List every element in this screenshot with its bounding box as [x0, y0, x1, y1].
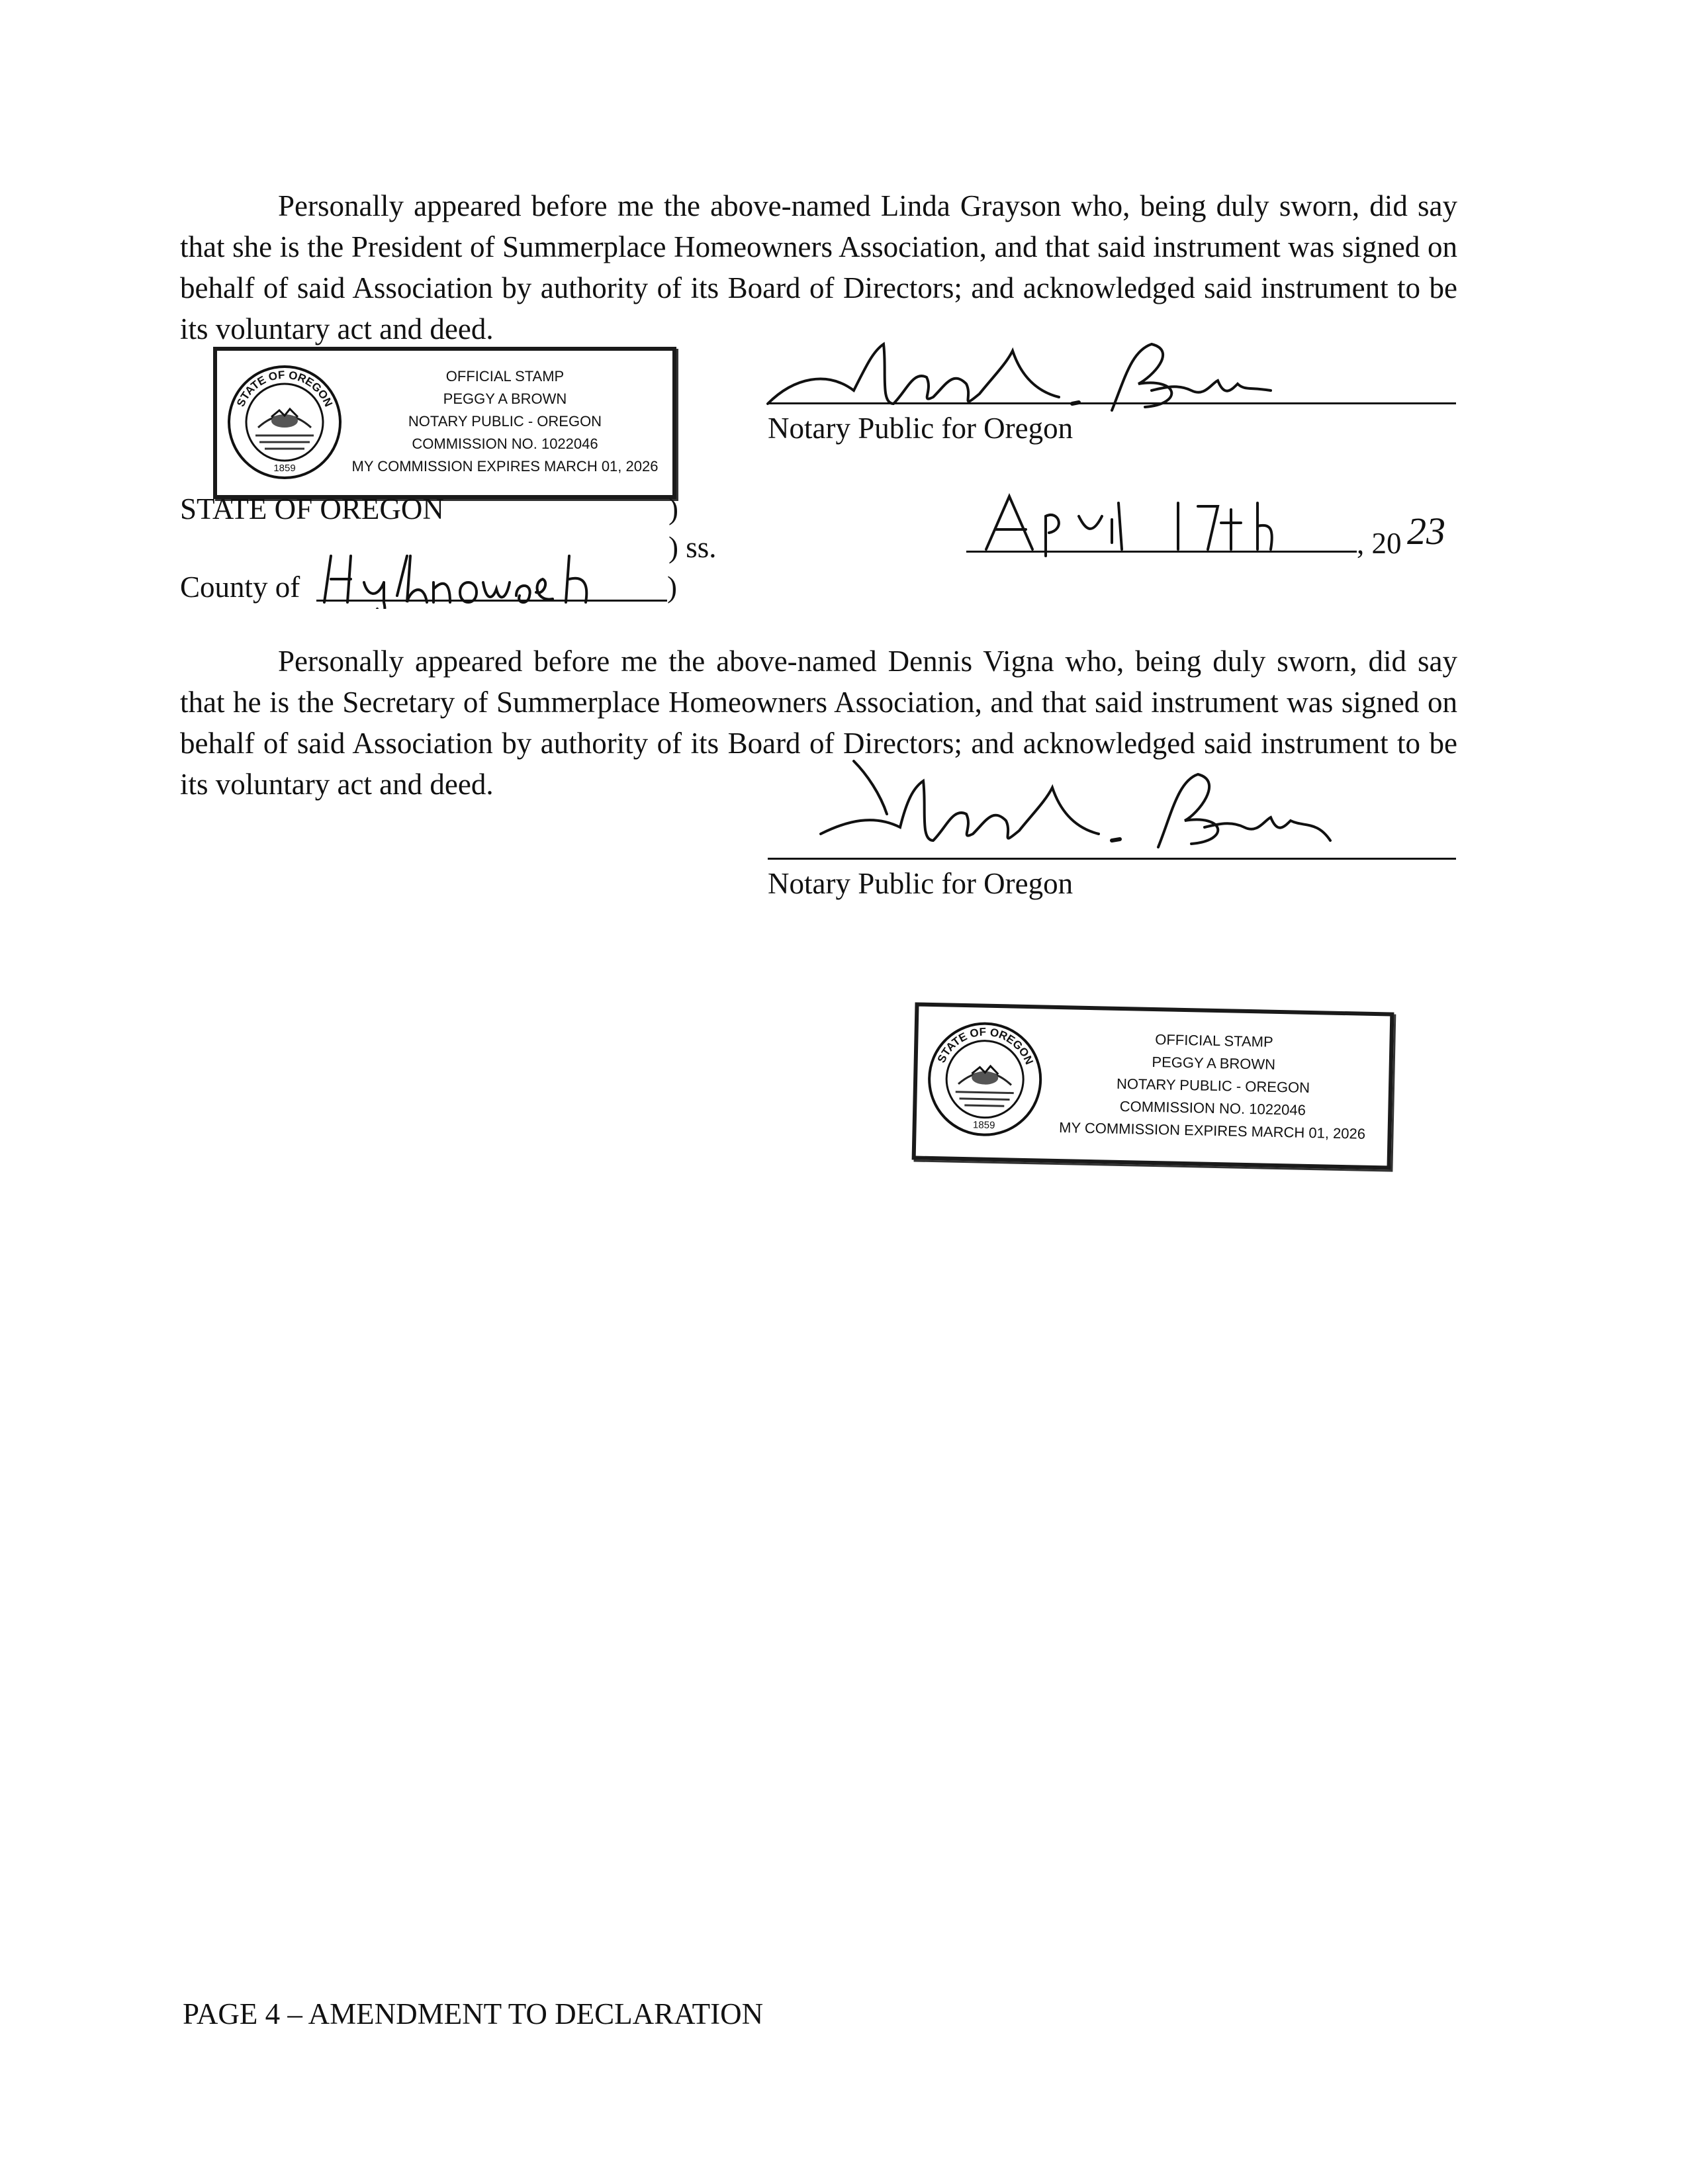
stamp-line: MY COMMISSION EXPIRES MARCH 01, 2026	[351, 458, 659, 475]
county-line	[316, 600, 667, 602]
page-footer: PAGE 4 – AMENDMENT TO DECLARATION	[183, 1997, 764, 2030]
county-label: County of	[180, 570, 300, 604]
notary-stamp-2	[912, 1002, 1394, 1169]
signature-line-2	[768, 858, 1456, 860]
stamp-line: PEGGY A BROWN	[443, 390, 567, 407]
county-handwriting	[318, 543, 675, 609]
venue-paren: )	[667, 570, 677, 604]
year-prefix: , 20	[1357, 527, 1402, 560]
venue-ss: ) ss.	[668, 531, 717, 564]
acknowledgment-paragraph-2: Personally appeared before me the above-named Dennis Vigna who, being duly sworn, did say that he is the Secretary of Summerplace Homeowners Association, and that said instrument was signed on behalf of said Association by authority of its Board of Directors; and acknowledged said instrument to be its voluntary act and deed.	[180, 645, 1457, 801]
date-line	[966, 551, 1357, 553]
signature-line-1	[768, 402, 1456, 404]
notary-stamp-1	[213, 347, 676, 499]
stamp-line: NOTARY PUBLIC - OREGON	[408, 413, 602, 430]
notary-label-1: Notary Public for Oregon	[768, 412, 1073, 445]
svg-text:1859: 1859	[972, 1119, 995, 1132]
oregon-seal-icon	[925, 1020, 1044, 1139]
stamp-text	[1042, 1026, 1384, 1146]
stamp-line: PEGGY A BROWN	[1152, 1053, 1276, 1073]
venue-paren: )	[668, 492, 678, 525]
stamp-line: NOTARY PUBLIC - OREGON	[1116, 1075, 1310, 1096]
stamp-line: OFFICIAL STAMP	[445, 368, 565, 385]
acknowledgment-paragraph-1: Personally appeared before me the above-named Linda Grayson who, being duly sworn, did say that she is the President of Summerplace Homeowners Association, and that said instrument was signed on behalf of said Association by authority of its Board of Directors; and acknowledged said instrument to be its voluntary act and deed.	[180, 189, 1457, 345]
stamp-line: COMMISSION NO. 1022046	[412, 435, 598, 452]
oregon-seal-icon	[226, 364, 343, 480]
venue-state: STATE OF OREGON	[180, 492, 444, 525]
stamp-line: COMMISSION NO. 1022046	[1119, 1097, 1306, 1118]
stamp-text	[343, 365, 667, 478]
stamp-line: OFFICIAL STAMP	[1154, 1031, 1273, 1050]
svg-text:1859: 1859	[273, 463, 296, 474]
stamp-line: MY COMMISSION EXPIRES MARCH 01, 2026	[1058, 1119, 1366, 1142]
notary-label-2: Notary Public for Oregon	[768, 867, 1073, 900]
year-suffix: 23	[1407, 510, 1445, 553]
